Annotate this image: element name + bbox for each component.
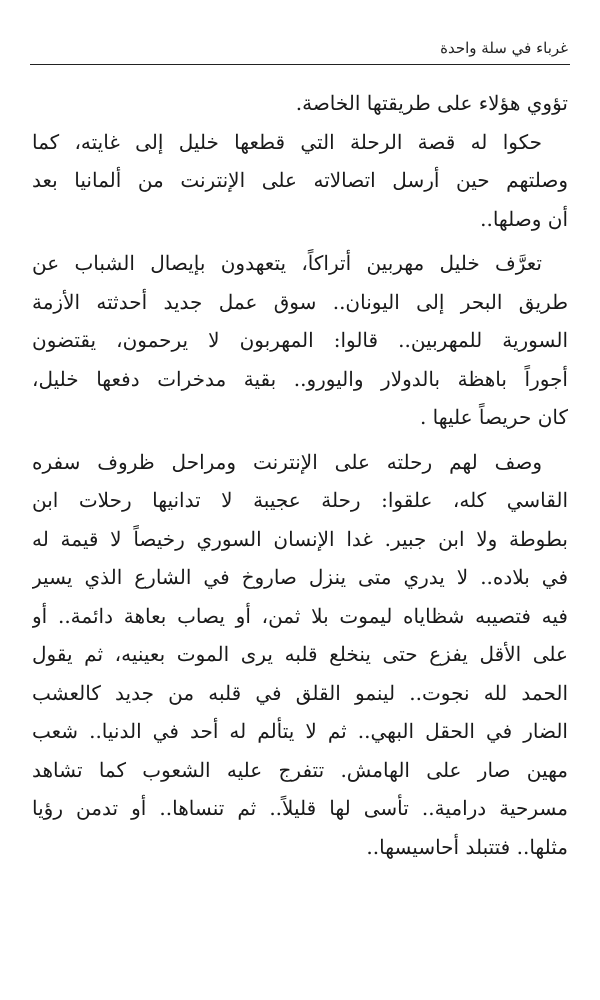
text-line: على الأقل يفزع حتى ينخلع قلبه يرى الموت بعينيه، ثم يقول	[32, 642, 568, 666]
paragraph	[32, 123, 568, 239]
text-line: حكوا له قصة الرحلة التي قطعها خليل إلى غايته، كما	[32, 129, 542, 154]
running-title: غرباء في سلة واحدة	[440, 39, 568, 57]
text-line: في بلاده.. لا يدري متى ينزل صاروخ في الشارع الذي يسير	[32, 565, 568, 589]
text-line: كان حريصاً عليها .	[419, 405, 568, 429]
text-line: تعرَّف خليل مهربين أتراكاً، يتعهدون بإيصال الشباب عن	[32, 251, 542, 275]
text-line: طريق البحر إلى اليونان.. سوق عمل جديد أحدثته الأزمة	[32, 289, 568, 314]
text-line: مثلها.. فتتبلد أحاسيسها..	[366, 834, 568, 859]
text-line: الحمد لله نجوت.. لينمو القلق في قلبه من جديد كالعشب	[32, 680, 568, 705]
paragraph	[32, 84, 568, 123]
body-text	[32, 84, 568, 866]
text-line: بطوطة ولا ابن جبير. غدا الإنسان السوري رخيصاً لا قيمة له	[32, 526, 568, 551]
text-line: فيه فتصيبه شظاياه ليموت بلا ثمن، أو يصاب بعاهة دائمة.. أو	[32, 603, 568, 628]
paragraph	[32, 443, 568, 867]
text-line: تؤوي هؤلاء على طريقتها الخاصة.	[295, 91, 568, 115]
paragraph	[32, 244, 568, 437]
running-header	[30, 36, 570, 65]
text-line: القاسي كله، علقوا: رحلة عجيبة لا تدانيها رحلات ابن	[32, 488, 568, 512]
text-line: أجوراً باهظة بالدولار واليورو.. بقية مدخرات دفعها خليل،	[32, 366, 568, 391]
text-line: مسرحية درامية.. تأسى لها قليلاً.. ثم تنساها.. أو تدمن رؤيا	[32, 796, 568, 820]
text-line: وصلتهم حين أرسل اتصالاته على الإنترنت من ألمانيا بعد	[32, 168, 568, 192]
text-line: مهين صار على الهامش. تتفرج عليه الشعوب كما تشاهد	[32, 757, 568, 782]
text-line: الضار في الحقل البهي.. ثم لا يتألم له أحد في الدنيا.. شعب	[32, 719, 568, 743]
text-line: السورية للمهربين.. قالوا: المهربون لا يرحمون، يقتضون	[32, 328, 568, 352]
text-line: أن وصلها..	[480, 206, 568, 231]
text-line: وصف لهم رحلته على الإنترنت ومراحل ظروف سفره	[32, 449, 542, 474]
